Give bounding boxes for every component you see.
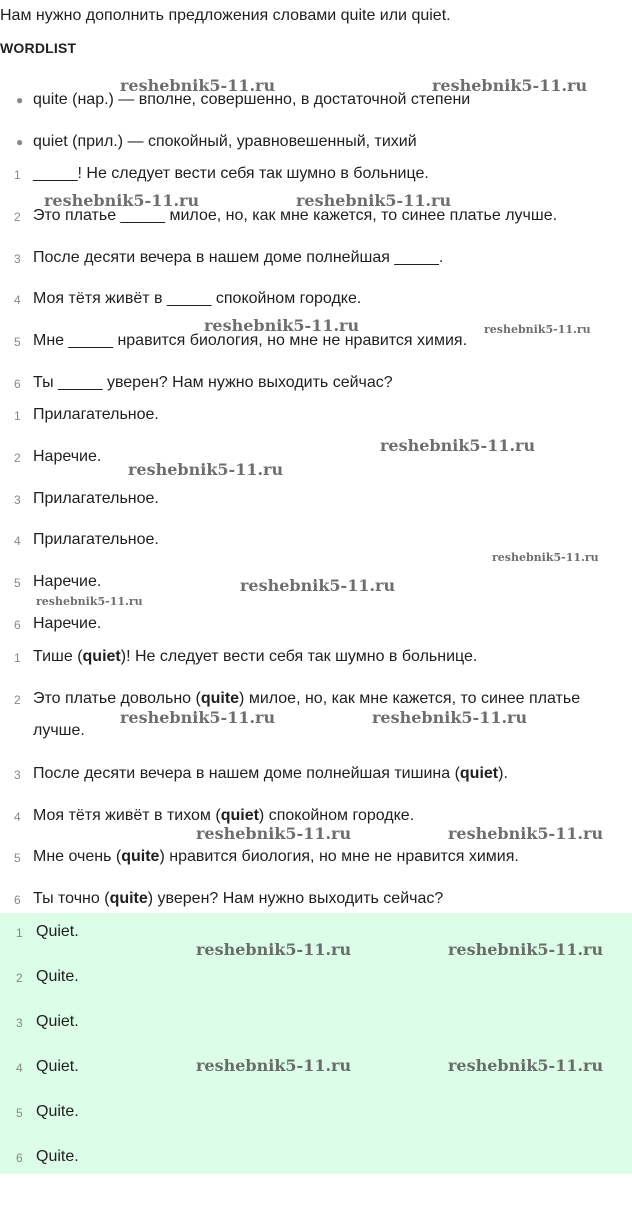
watermark: reshebnik5-11.ru: [448, 940, 604, 959]
watermark: reshebnik5-11.ru: [36, 595, 143, 608]
watermark: reshebnik5-11.ru: [196, 1056, 352, 1075]
watermark: reshebnik5-11.ru: [296, 191, 452, 210]
watermark: reshebnik5-11.ru: [372, 708, 528, 727]
watermark: reshebnik5-11.ru: [120, 708, 276, 727]
watermark: reshebnik5-11.ru: [492, 551, 599, 564]
watermark: reshebnik5-11.ru: [44, 191, 200, 210]
watermark: reshebnik5-11.ru: [484, 323, 591, 336]
watermark: reshebnik5-11.ru: [432, 76, 588, 95]
watermark: reshebnik5-11.ru: [448, 824, 604, 843]
bullet-icon: ●: [16, 135, 24, 149]
watermark: reshebnik5-11.ru: [128, 460, 284, 479]
watermark: reshebnik5-11.ru: [240, 576, 396, 595]
watermark: reshebnik5-11.ru: [196, 824, 352, 843]
watermark: reshebnik5-11.ru: [120, 76, 276, 95]
watermark: reshebnik5-11.ru: [196, 940, 352, 959]
watermark: reshebnik5-11.ru: [448, 1056, 604, 1075]
intro-text: Нам нужно дополнить предложения словами quite или quiet.: [0, 7, 451, 24]
bullet-icon: ●: [16, 93, 24, 107]
watermark: reshebnik5-11.ru: [204, 316, 360, 335]
watermark: reshebnik5-11.ru: [380, 436, 536, 455]
wordlist-title: WORDLIST: [0, 40, 77, 56]
